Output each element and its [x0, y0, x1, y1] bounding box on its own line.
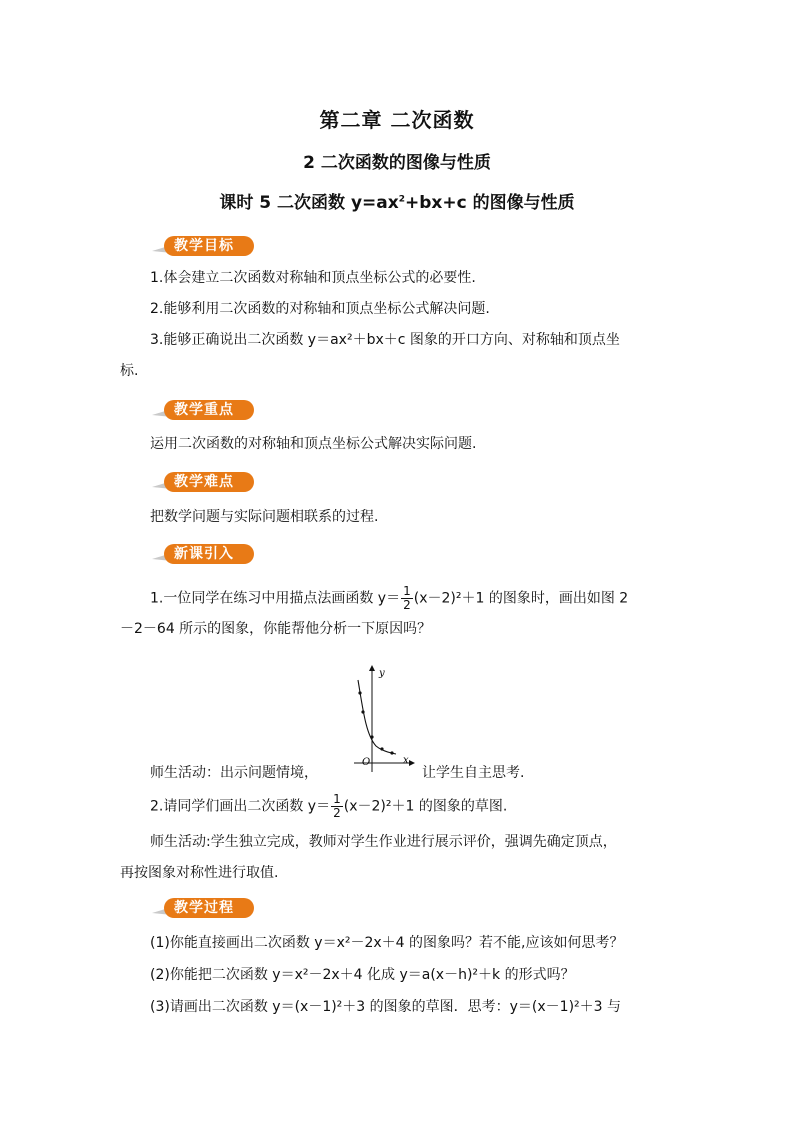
process-question-3: (3)请画出二次函数 y＝(x－1)²＋3 的图象的草图．思考：y＝(x－1)²＋3 与	[150, 999, 622, 1015]
fraction-denominator: 2	[403, 598, 411, 612]
fraction-denominator: 2	[333, 806, 341, 820]
intro-activity-2-line-2: 再按图象对称性进行取值.	[120, 865, 279, 881]
intro-activity-2-line-1: 师生活动:学生独立完成，教师对学生作业进行展示评价，强调先确定顶点，	[150, 834, 617, 850]
badge-char: 过	[204, 900, 219, 916]
badge-teaching-key-point	[148, 397, 258, 423]
badge-teaching-goals	[148, 233, 258, 259]
plot-point	[390, 751, 393, 754]
parabola-sketch-figure	[330, 660, 430, 780]
intro-question-1-line-2: －2－64 所示的图象，你能帮他分析一下原因吗？	[120, 621, 432, 637]
plot-point	[370, 735, 373, 738]
plot-point	[380, 747, 383, 750]
badge-char: 教	[174, 402, 189, 418]
process-question-1: (1)你能直接画出二次函数 y＝x²－2x＋4 的图象吗？若不能,应该如何思考？	[150, 935, 624, 951]
lesson-title-post: +bx+c 的图像与性质	[405, 193, 575, 213]
badge-char: 引	[204, 546, 219, 562]
lesson-title	[0, 188, 794, 213]
intro-question-1	[150, 585, 628, 612]
lesson-title-pre: 课时 5 二次函数 y=ax	[219, 193, 399, 213]
y-axis-label: y	[379, 668, 385, 679]
intro-q2-post: (x－2)²＋1 的图象的草图.	[343, 798, 508, 815]
lesson-title-exponent: 2	[398, 194, 405, 205]
badge-char: 学	[189, 474, 204, 490]
intro-q2-pre: 2.请同学们画出二次函数 y＝	[150, 798, 331, 815]
difficulty-text: 把数学问题与实际问题相联系的过程.	[150, 509, 379, 525]
badge-char: 入	[219, 546, 234, 562]
badge-char: 教	[174, 238, 189, 254]
badge-char: 重	[204, 402, 219, 418]
badge-char: 新	[174, 546, 189, 562]
badge-new-lesson-intro	[148, 541, 258, 567]
badge-char: 教	[174, 474, 189, 490]
process-question-2: (2)你能把二次函数 y＝x²－2x＋4 化成 y＝a(x－h)²＋k 的形式吗？	[150, 967, 575, 983]
x-axis-label: x	[403, 755, 409, 766]
fraction-one-half	[401, 585, 413, 612]
goal-item-2: 2.能够利用二次函数的对称轴和顶点坐标公式解决问题.	[150, 301, 490, 317]
fraction-one-half	[331, 793, 343, 820]
fraction-numerator: 1	[403, 584, 411, 598]
plot-point	[358, 691, 361, 694]
intro-question-2	[150, 793, 507, 820]
origin-label: O	[362, 757, 371, 768]
key-point-text: 运用二次函数的对称轴和顶点坐标公式解决实际问题.	[150, 436, 477, 452]
goal-item-3-line-1: 3.能够正确说出二次函数 y＝ax²＋bx＋c 图象的开口方向、对称轴和顶点坐	[150, 332, 620, 348]
badge-char: 难	[204, 474, 219, 490]
badge-char: 点	[219, 402, 234, 418]
section-title: 2 二次函数的图像与性质	[303, 153, 491, 173]
plot-point	[361, 710, 364, 713]
intro-q1-post: (x－2)²＋1 的图象时，画出如图 2	[413, 590, 629, 607]
badge-teaching-process	[148, 895, 258, 921]
badge-char: 程	[219, 900, 234, 916]
badge-char: 标	[219, 238, 234, 254]
chapter-title: 第二章 二次函数	[319, 108, 475, 132]
intro-q1-pre: 1.一位同学在练习中用描点法画函数 y＝	[150, 590, 401, 607]
intro-activity-1-pre: 师生活动：出示问题情境，	[150, 765, 318, 781]
goal-item-3-line-2: 标.	[120, 363, 139, 379]
curve	[358, 680, 396, 754]
badge-char: 目	[204, 238, 219, 254]
badge-char: 学	[189, 238, 204, 254]
badge-teaching-difficulty	[148, 469, 258, 495]
goal-item-1: 1.体会建立二次函数对称轴和顶点坐标公式的必要性.	[150, 270, 476, 286]
badge-char: 教	[174, 900, 189, 916]
intro-activity-1-post: 让学生自主思考.	[422, 765, 525, 781]
badge-char: 点	[219, 474, 234, 490]
fraction-numerator: 1	[333, 792, 341, 806]
badge-char: 学	[189, 900, 204, 916]
badge-char: 课	[189, 546, 204, 562]
badge-char: 学	[189, 402, 204, 418]
